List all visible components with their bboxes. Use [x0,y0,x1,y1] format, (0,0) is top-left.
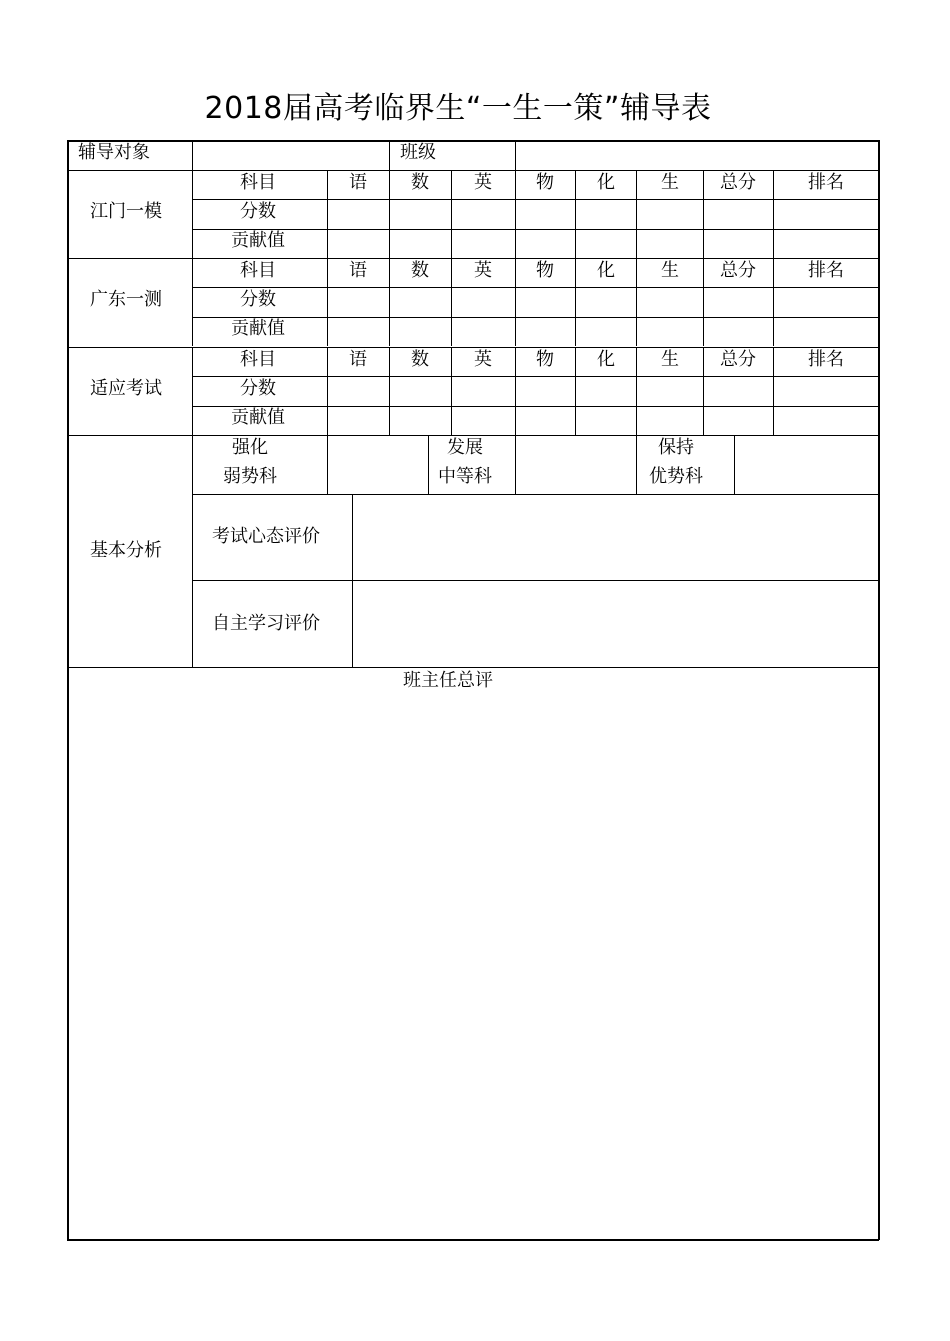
exam-mindset-label: 考试心态评价 [212,526,320,547]
exam-row-line [192,317,879,318]
subject-header-1: 语 [349,259,367,281]
exam-row-line [192,376,879,377]
exam-column-line [389,347,390,435]
teacher-summary-label: 班主任总评 [403,670,493,691]
exam-row-line [192,287,879,288]
subject-header-5: 化 [597,348,615,370]
exam-column-line [773,258,774,346]
subject-header-5: 化 [597,171,615,193]
exam-column-line [389,170,390,258]
exam-column-line [451,170,452,258]
exam-column-line [636,170,637,258]
exam-block-top-line [67,170,879,171]
header-divider-1 [192,140,193,170]
score-row-label: 分数 [240,289,276,310]
table-border-right [878,140,880,1240]
exam-name-3: 适应考试 [90,378,162,399]
develop-label-1: 发展 [447,437,483,458]
subject-header-1: 语 [349,171,367,193]
keep-divider-right [734,435,735,494]
keep-label-2: 优势科 [649,466,703,487]
target-label: 辅导对象 [78,142,150,163]
analysis-label: 基本分析 [90,540,162,561]
page-title: 2018届高考临界生“一生一策”辅导表 [204,91,712,126]
exam-row-line [192,406,879,407]
exam-column-line [703,170,704,258]
subject-header-8: 排名 [808,171,844,193]
strengthen-label-2: 弱势科 [223,466,277,487]
develop-label-2: 中等科 [438,466,492,487]
subject-header-6: 生 [661,348,679,370]
analysis-row-line-2 [192,580,879,581]
exam-row-line [192,199,879,200]
exam-label-divider [192,258,193,346]
subject-header-6: 生 [661,259,679,281]
strengthen-divider [327,435,328,494]
summary-top-line [67,667,879,668]
subject-row-label: 科目 [240,171,276,193]
subject-header-4: 物 [536,348,554,370]
exam-label-divider [192,170,193,258]
subject-header-3: 英 [474,171,492,193]
strengthen-label-1: 强化 [232,437,268,458]
subject-row-label: 科目 [240,348,276,370]
exam-column-line [515,258,516,346]
exam-column-line [703,258,704,346]
header-divider-3 [515,140,516,170]
subject-header-2: 数 [411,348,429,370]
analysis-top-line [67,435,879,436]
exam-label-divider [192,347,193,435]
table-border-bottom [67,1239,879,1241]
subject-header-2: 数 [411,259,429,281]
exam-column-line [575,170,576,258]
exam-column-line [515,347,516,435]
contribution-row-label: 贡献值 [231,407,285,429]
table-border-left [67,140,69,1240]
subject-header-4: 物 [536,171,554,193]
score-row-label: 分数 [240,378,276,399]
exam-column-line [636,347,637,435]
exam-column-line [575,258,576,346]
contribution-row-label: 贡献值 [231,318,285,340]
keep-divider-left [636,435,637,494]
exam-column-line [773,170,774,258]
exam-row-line [192,229,879,230]
subject-header-8: 排名 [808,348,844,370]
subject-header-6: 生 [661,171,679,193]
subject-header-7: 总分 [720,348,756,370]
exam-column-line [773,347,774,435]
exam-block-top-line [67,258,879,259]
table-border-top [67,140,879,142]
self-study-label: 自主学习评价 [212,613,320,634]
subject-header-4: 物 [536,259,554,281]
exam-column-line [451,258,452,346]
exam-column-line [451,347,452,435]
develop-divider-right [515,435,516,494]
subject-header-1: 语 [349,348,367,370]
subject-header-8: 排名 [808,259,844,281]
class-label: 班级 [400,142,436,163]
subject-header-5: 化 [597,259,615,281]
score-row-label: 分数 [240,201,276,222]
subject-header-3: 英 [474,348,492,370]
exam-column-line [703,347,704,435]
keep-label-1: 保持 [658,437,694,458]
analysis-row-line-1 [192,494,879,495]
exam-column-line [515,170,516,258]
subject-header-7: 总分 [720,259,756,281]
subject-header-7: 总分 [720,171,756,193]
subject-header-3: 英 [474,259,492,281]
exam-column-line [327,258,328,346]
exam-block-top-line [67,347,879,348]
exam-name-2: 广东一测 [90,289,162,310]
exam-column-line [389,258,390,346]
subject-header-2: 数 [411,171,429,193]
header-divider-2 [389,140,390,170]
exam-column-line [636,258,637,346]
exam-column-line [327,347,328,435]
exam-column-line [575,347,576,435]
exam-name-1: 江门一模 [90,201,162,222]
develop-divider-left [428,435,429,494]
exam-column-line [327,170,328,258]
analysis-label-divider [192,435,193,667]
subject-row-label: 科目 [240,259,276,281]
contribution-row-label: 贡献值 [231,230,285,252]
